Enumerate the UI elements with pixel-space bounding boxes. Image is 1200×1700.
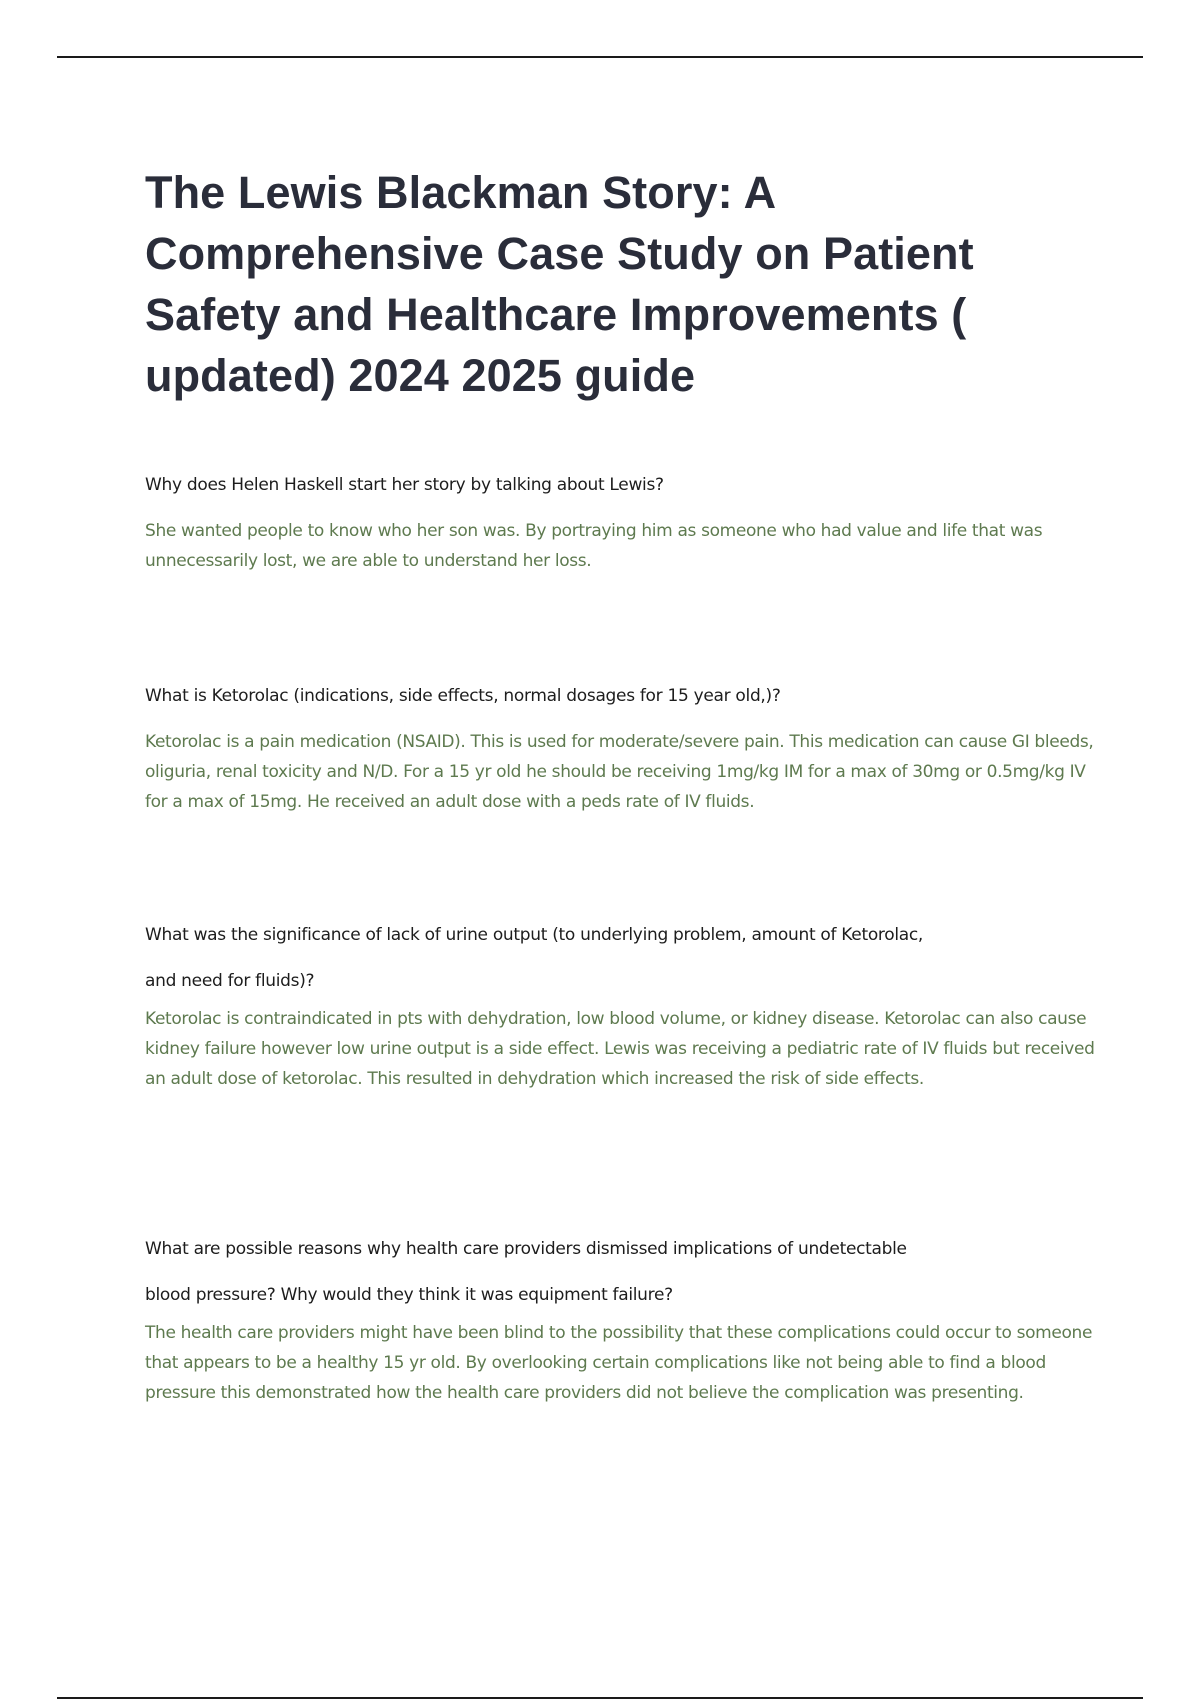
qa-section-3 <box>145 912 1095 1094</box>
answer-text: She wanted people to know who her son was. By portraying him as someone who had value and life that was unnecessarily lost, we are able to understand her loss. <box>145 521 1043 571</box>
question-text-line-2: blood pressure? Why would they think it was equipment failure? <box>145 1285 673 1305</box>
answer-text: The health care providers might have been blind to the possibility that these complications could occur to someone that appears to be a healthy 15 yr old. By overlooking certain complications like not being able to find a blood pressure this demonstrated how the health care providers did not believe the complication was presenting. <box>145 1323 1093 1403</box>
document-title: The Lewis Blackman Story: A Comprehensive Case Study on Patient Safety and Healthcare Improvements ( updated) 2024 2025 guide <box>145 167 974 401</box>
qa-section-2 <box>145 673 1095 817</box>
question-text: Why does Helen Haskell start her story by talking about Lewis? <box>145 475 664 495</box>
question-text: What is Ketorolac (indications, side effects, normal dosages for 15 year old,)? <box>145 686 781 706</box>
title-block <box>145 162 1095 406</box>
question-text-line-1: What are possible reasons why health care providers dismissed implications of undetectable <box>145 1239 907 1259</box>
bottom-rule <box>57 1697 1143 1699</box>
answer-text: Ketorolac is contraindicated in pts with dehydration, low blood volume, or kidney disease. Ketorolac can also cause kidney failure however low urine output is a side effect. Lewis was receiving a pediatric rate of IV fluids but received an adult dose of ketorolac. This resulted in dehydration which increased the risk of side effects. <box>145 1009 1095 1089</box>
top-rule <box>57 56 1143 58</box>
qa-section-1 <box>145 462 1095 576</box>
question-text-line-2: and need for fluids)? <box>145 971 315 991</box>
question-text-line-1: What was the significance of lack of urine output (to underlying problem, amount of Ketorolac, <box>145 925 924 945</box>
answer-text: Ketorolac is a pain medication (NSAID). This is used for moderate/severe pain. This medication can cause GI bleeds, oliguria, renal toxicity and N/D. For a 15 yr old he should be receiving 1mg/kg IM for a max of 30mg or 0.5mg/kg IV for a max of 15mg. He received an adult dose with a peds rate of IV fluids. <box>145 732 1094 812</box>
qa-section-4 <box>145 1226 1095 1408</box>
